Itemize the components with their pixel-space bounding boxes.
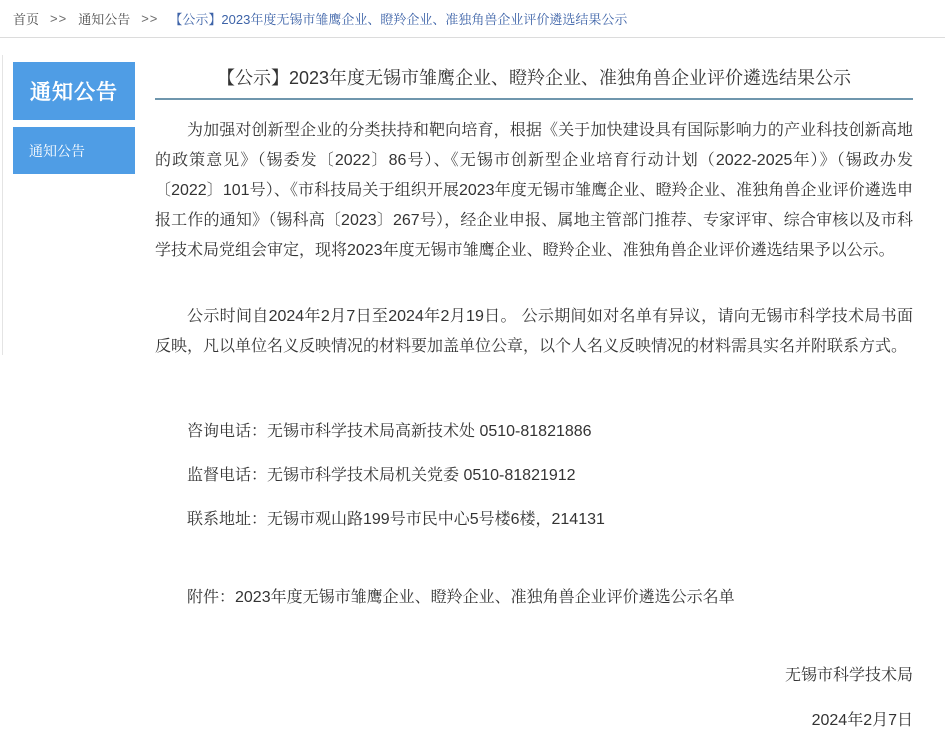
- sidebar-section-title: 通知公告: [13, 62, 135, 120]
- contact-phone-supervise: 监督电话：无锡市科学技术局机关党委 0510-81821912: [187, 467, 576, 484]
- breadcrumb-current-page[interactable]: 【公示】2023年度无锡市雏鹰企业、瞪羚企业、准独角兽企业评价遴选结果公示: [169, 12, 628, 27]
- title-divider: [155, 98, 913, 100]
- contact-address: 联系地址：无锡市观山路199号市民中心5号楼6楼，214131: [187, 511, 605, 528]
- attachment-link[interactable]: 附件：2023年度无锡市雏鹰企业、瞪羚企业、准独角兽企业评价遴选公示名单: [187, 589, 735, 606]
- breadcrumb-separator: >>: [50, 11, 68, 26]
- contact-phone-consult: 咨询电话：无锡市科学技术局高新技术处 0510-81821886: [187, 423, 592, 440]
- page-title: 【公示】2023年度无锡市雏鹰企业、瞪羚企业、准独角兽企业评价遴选结果公示: [216, 68, 852, 88]
- article-paragraph: 公示时间自2024年2月7日至2024年2月19日。 公示期间如对名单有异议，请向无锡市科学技术局书面反映，凡以单位名义反映情况的材料要加盖单位公章，以个人名义反映情况的材料需具实名并附联系方式。: [155, 308, 913, 355]
- signature-date: 2024年2月7日: [811, 712, 913, 729]
- breadcrumb-home[interactable]: 首页: [13, 12, 40, 27]
- sidebar: [13, 62, 135, 174]
- sidebar-item-notices[interactable]: 通知公告: [13, 127, 135, 174]
- breadcrumb-separator: >>: [141, 11, 159, 26]
- article-paragraph: 为加强对创新型企业的分类扶持和靶向培育，根据《关于加快建设具有国际影响力的产业科技创新高地的政策意见》（锡委发〔2022〕86号）、《无锡市创新型企业培育行动计划（2022-2025年）》（锡政办发〔2022〕101号）、《市科技局关于组织开展2023年度无锡市雏鹰企业、瞪羚企业、准独角兽企业评价遴选申报工作的通知》（锡科高〔2023〕267号），经企业申报、属地主管部门推荐、专家评审、综合审核以及市科学技术局党组会审定，现将2023年度无锡市雏鹰企业、瞪羚企业、准独角兽企业评价遴选结果予以公示。: [155, 122, 913, 259]
- page-left-edge-line: [2, 55, 3, 355]
- breadcrumb-section-notices[interactable]: 通知公告: [78, 12, 131, 27]
- article: [155, 55, 913, 736]
- breadcrumb: [0, 0, 945, 38]
- signature-organization: 无锡市科学技术局: [784, 667, 913, 684]
